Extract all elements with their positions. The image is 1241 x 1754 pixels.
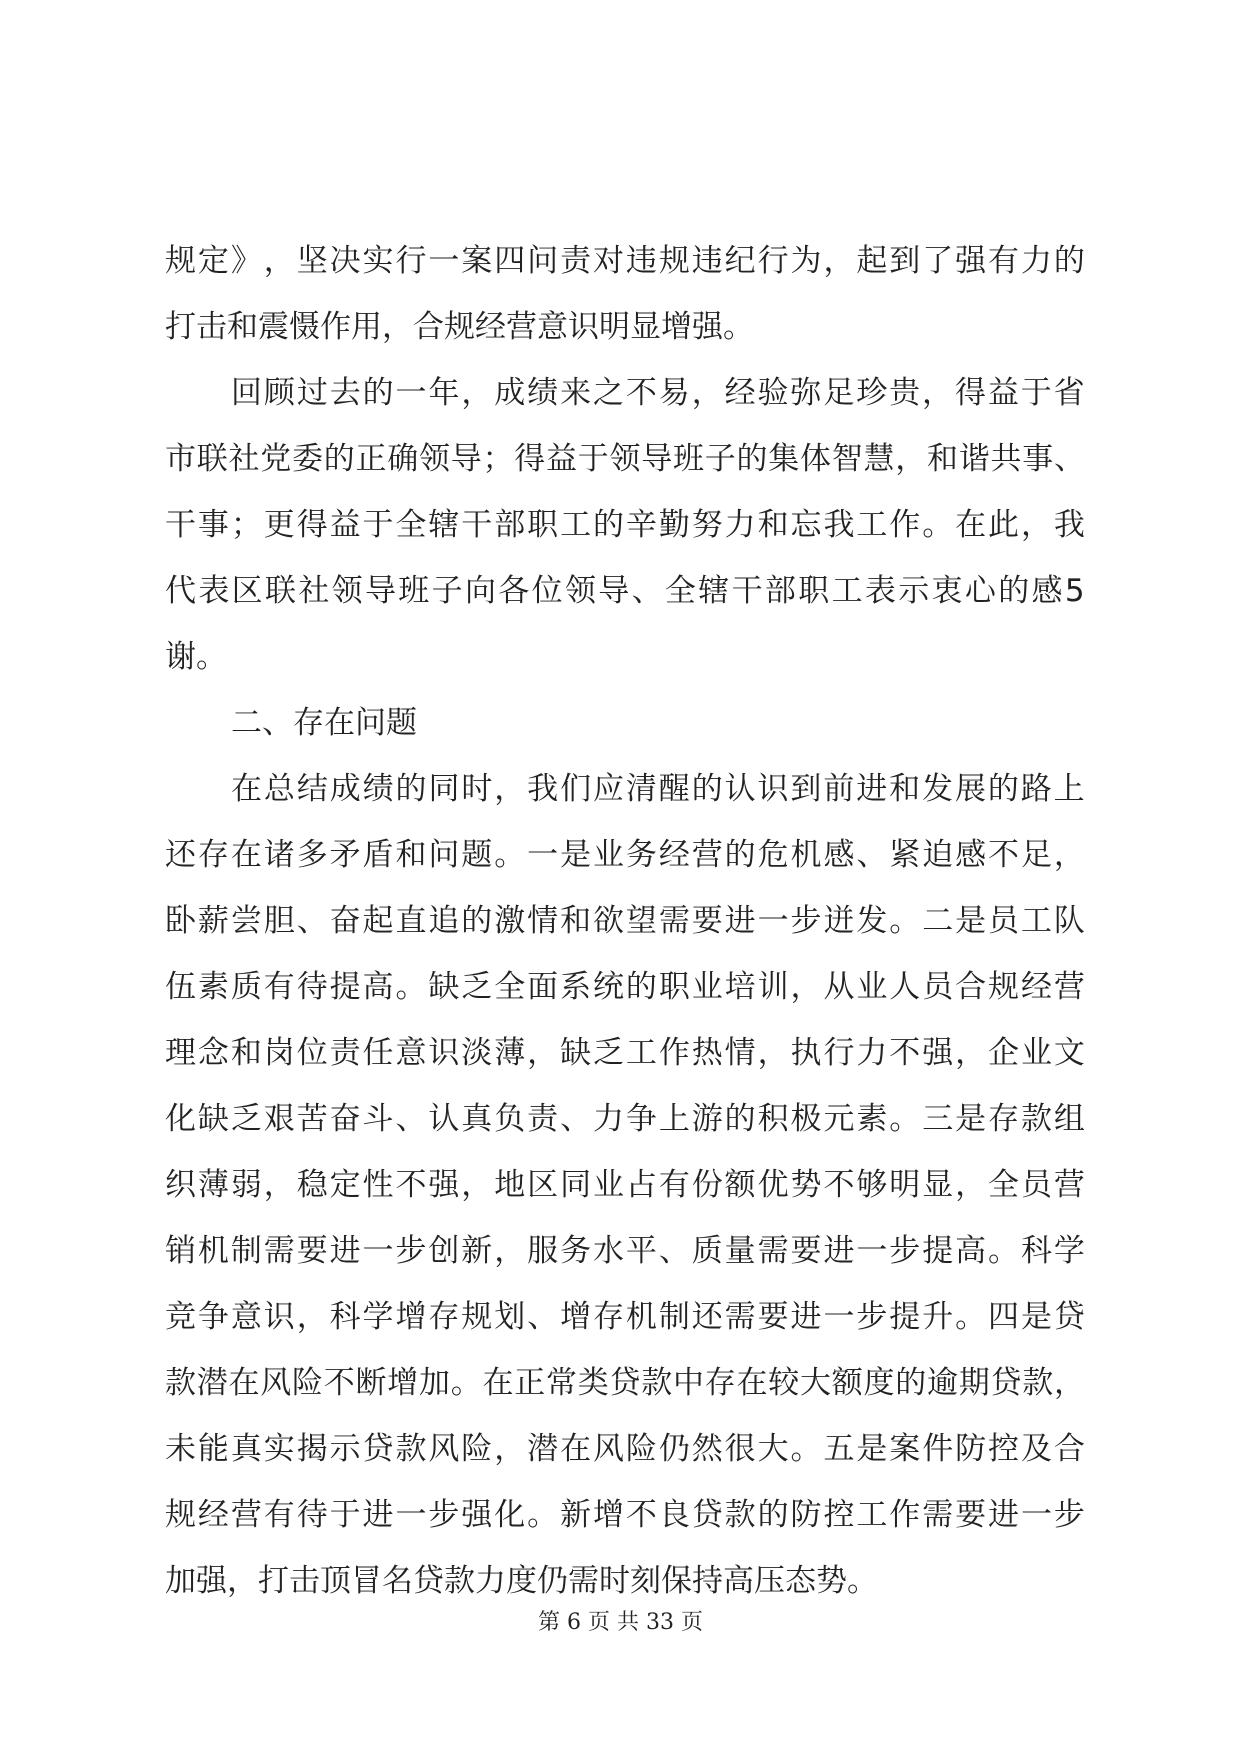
text-line: 伍 素 质 有 待 提 高 。 缺 乏 全 面 系 统 的 职 业 培 训 ， 从 业 人 员 合 规 经 营 bbox=[165, 969, 1085, 1005]
page-number-footer: 第 6 页 共 33 页 bbox=[538, 1610, 703, 1635]
text-line: 打击和震慑作用，合规经营意识明显增强。 bbox=[165, 309, 754, 345]
text-line: 竞 争 意 识 ， 科 学 增 存 规 划 、 增 存 机 制 还 需 要 进 一 步 提 升 。 四 是 贷 bbox=[165, 1299, 1085, 1335]
section-heading: 二、存在问题 bbox=[231, 705, 417, 741]
document-body bbox=[165, 228, 1085, 1614]
text-line: 未 能 真 实 揭 示 贷 款 风 险 ， 潜 在 风 险 仍 然 很 大 。 五 是 案 件 防 控 及 合 bbox=[165, 1431, 1085, 1467]
text-line: 干 事 ； 更 得 益 于 全 辖 干 部 职 工 的 辛 勤 努 力 和 忘 我 工 作 。 在 此 ， 我 bbox=[165, 507, 1085, 543]
text-line: 市 联 社 党 委 的 正 确 领 导 ； 得 益 于 领 导 班 子 的 集 体 智 慧 ， 和 谐 共 事 、 bbox=[165, 441, 1085, 477]
text-line: 加强，打击顶冒名贷款力度仍需时刻保持高压态势。 bbox=[165, 1563, 878, 1599]
text-line: 销 机 制 需 要 进 一 步 创 新 ， 服 务 水 平 、 质 量 需 要 进 一 步 提 高 。 科 学 bbox=[165, 1233, 1085, 1269]
text-line: 卧 薪 尝 胆 、 奋 起 直 追 的 激 情 和 欲 望 需 要 进 一 步 迸 发 。 二 是 员 工 队 bbox=[165, 903, 1085, 939]
paragraph-first-line: 回 顾 过 去 的 一 年 ， 成 绩 来 之 不 易 ， 经 验 弥 足 珍 贵 ， 得 益 于 省 bbox=[231, 375, 1085, 411]
text-line: 规 经 营 有 待 于 进 一 步 强 化 。 新 增 不 良 贷 款 的 防 控 工 作 需 要 进 一 步 bbox=[165, 1497, 1085, 1533]
text-line: 织 薄 弱 ， 稳 定 性 不 强 ， 地 区 同 业 占 有 份 额 优 势 不 够 明 显 ， 全 员 营 bbox=[165, 1167, 1085, 1203]
text-line: 化 缺 乏 艰 苦 奋 斗 、 认 真 负 责 、 力 争 上 游 的 积 极 元 素 。 三 是 存 款 组 bbox=[165, 1101, 1085, 1137]
text-line: 还 存 在 诸 多 矛 盾 和 问 题 。 一 是 业 务 经 营 的 危 机 感 、 紧 迫 感 不 足 ， bbox=[165, 837, 1085, 873]
text-line: 代 表 区 联 社 领 导 班 子 向 各 位 领 导 、 全 辖 干 部 职 工 表 示 衷 心 的 感 5 bbox=[165, 573, 1085, 609]
text-line: 理 念 和 岗 位 责 任 意 识 淡 薄 ， 缺 乏 工 作 热 情 ， 执 行 力 不 强 ， 企 业 文 bbox=[165, 1035, 1085, 1071]
paragraph-first-line: 在 总 结 成 绩 的 同 时 ， 我 们 应 清 醒 的 认 识 到 前 进 和 发 展 的 路 上 bbox=[231, 771, 1085, 807]
text-line: 规 定 》 ， 坚 决 实 行 一 案 四 问 责 对 违 规 违 纪 行 为 ， 起 到 了 强 有 力 的 bbox=[165, 243, 1085, 279]
text-line: 款 潜 在 风 险 不 断 增 加 。 在 正 常 类 贷 款 中 存 在 较 大 额 度 的 逾 期 贷 款 ， bbox=[165, 1365, 1085, 1401]
text-line: 谢。 bbox=[165, 639, 227, 675]
